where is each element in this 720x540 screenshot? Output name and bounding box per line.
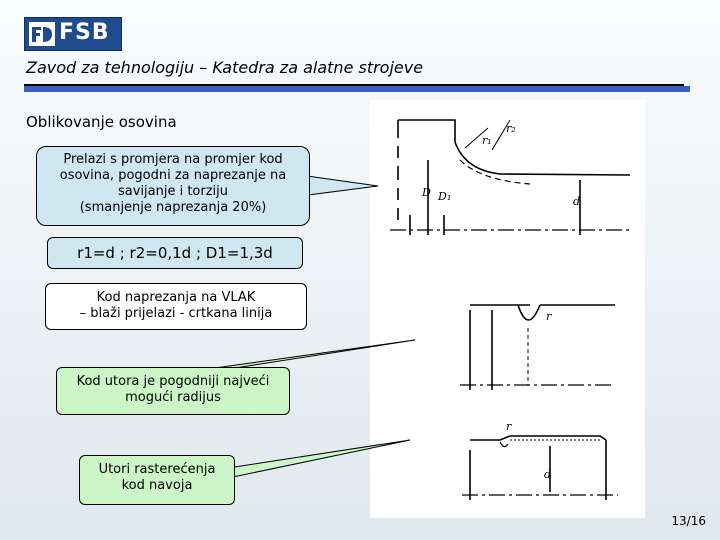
- callout-transitions-line: savijanje i torziju: [117, 184, 229, 199]
- label-d-thread: d: [544, 468, 552, 481]
- callout-transitions: [36, 146, 310, 226]
- callout-transitions-line: osovina, pogodni za naprezanje na: [59, 168, 287, 183]
- callout-tension-line: Kod naprezanja na VLAK: [96, 290, 256, 305]
- callout-relief: [79, 455, 235, 505]
- label-d-top: d: [573, 195, 581, 208]
- callout-relief-line: Utori rasterećenja: [98, 462, 216, 477]
- label-r-relief: r: [506, 420, 512, 433]
- label-r1: r₁: [482, 134, 492, 147]
- callout-tension: [45, 283, 307, 330]
- callout-relief-line: kod navoja: [121, 478, 193, 493]
- callout-transitions-line: (smanjenje naprezanja 20%): [79, 200, 267, 215]
- label-D1: D₁: [438, 190, 452, 203]
- label-D: D: [422, 186, 431, 199]
- page-number: 13/16: [671, 514, 706, 528]
- section-title: Oblikovanje osovina: [26, 113, 177, 131]
- callout-formula: r1=d ; r2=0,1d ; D1=1,3d: [47, 237, 303, 269]
- callout-tension-line: – blaži prijelazi - crtkana linija: [79, 306, 273, 321]
- header-subtitle: Zavod za tehnologiju – Katedra za alatne strojeve: [26, 58, 424, 77]
- callout-groove: [56, 367, 290, 415]
- label-r2: r₂: [506, 122, 516, 135]
- callout-transitions-line: Prelazi s promjera na promjer kod: [63, 152, 283, 167]
- callout-groove-line: mogući radijus: [125, 390, 221, 405]
- label-r-groove: r: [546, 310, 552, 323]
- callout-groove-line: Kod utora je pogodniji najveći: [76, 374, 270, 389]
- logo-text: FSB: [59, 20, 110, 45]
